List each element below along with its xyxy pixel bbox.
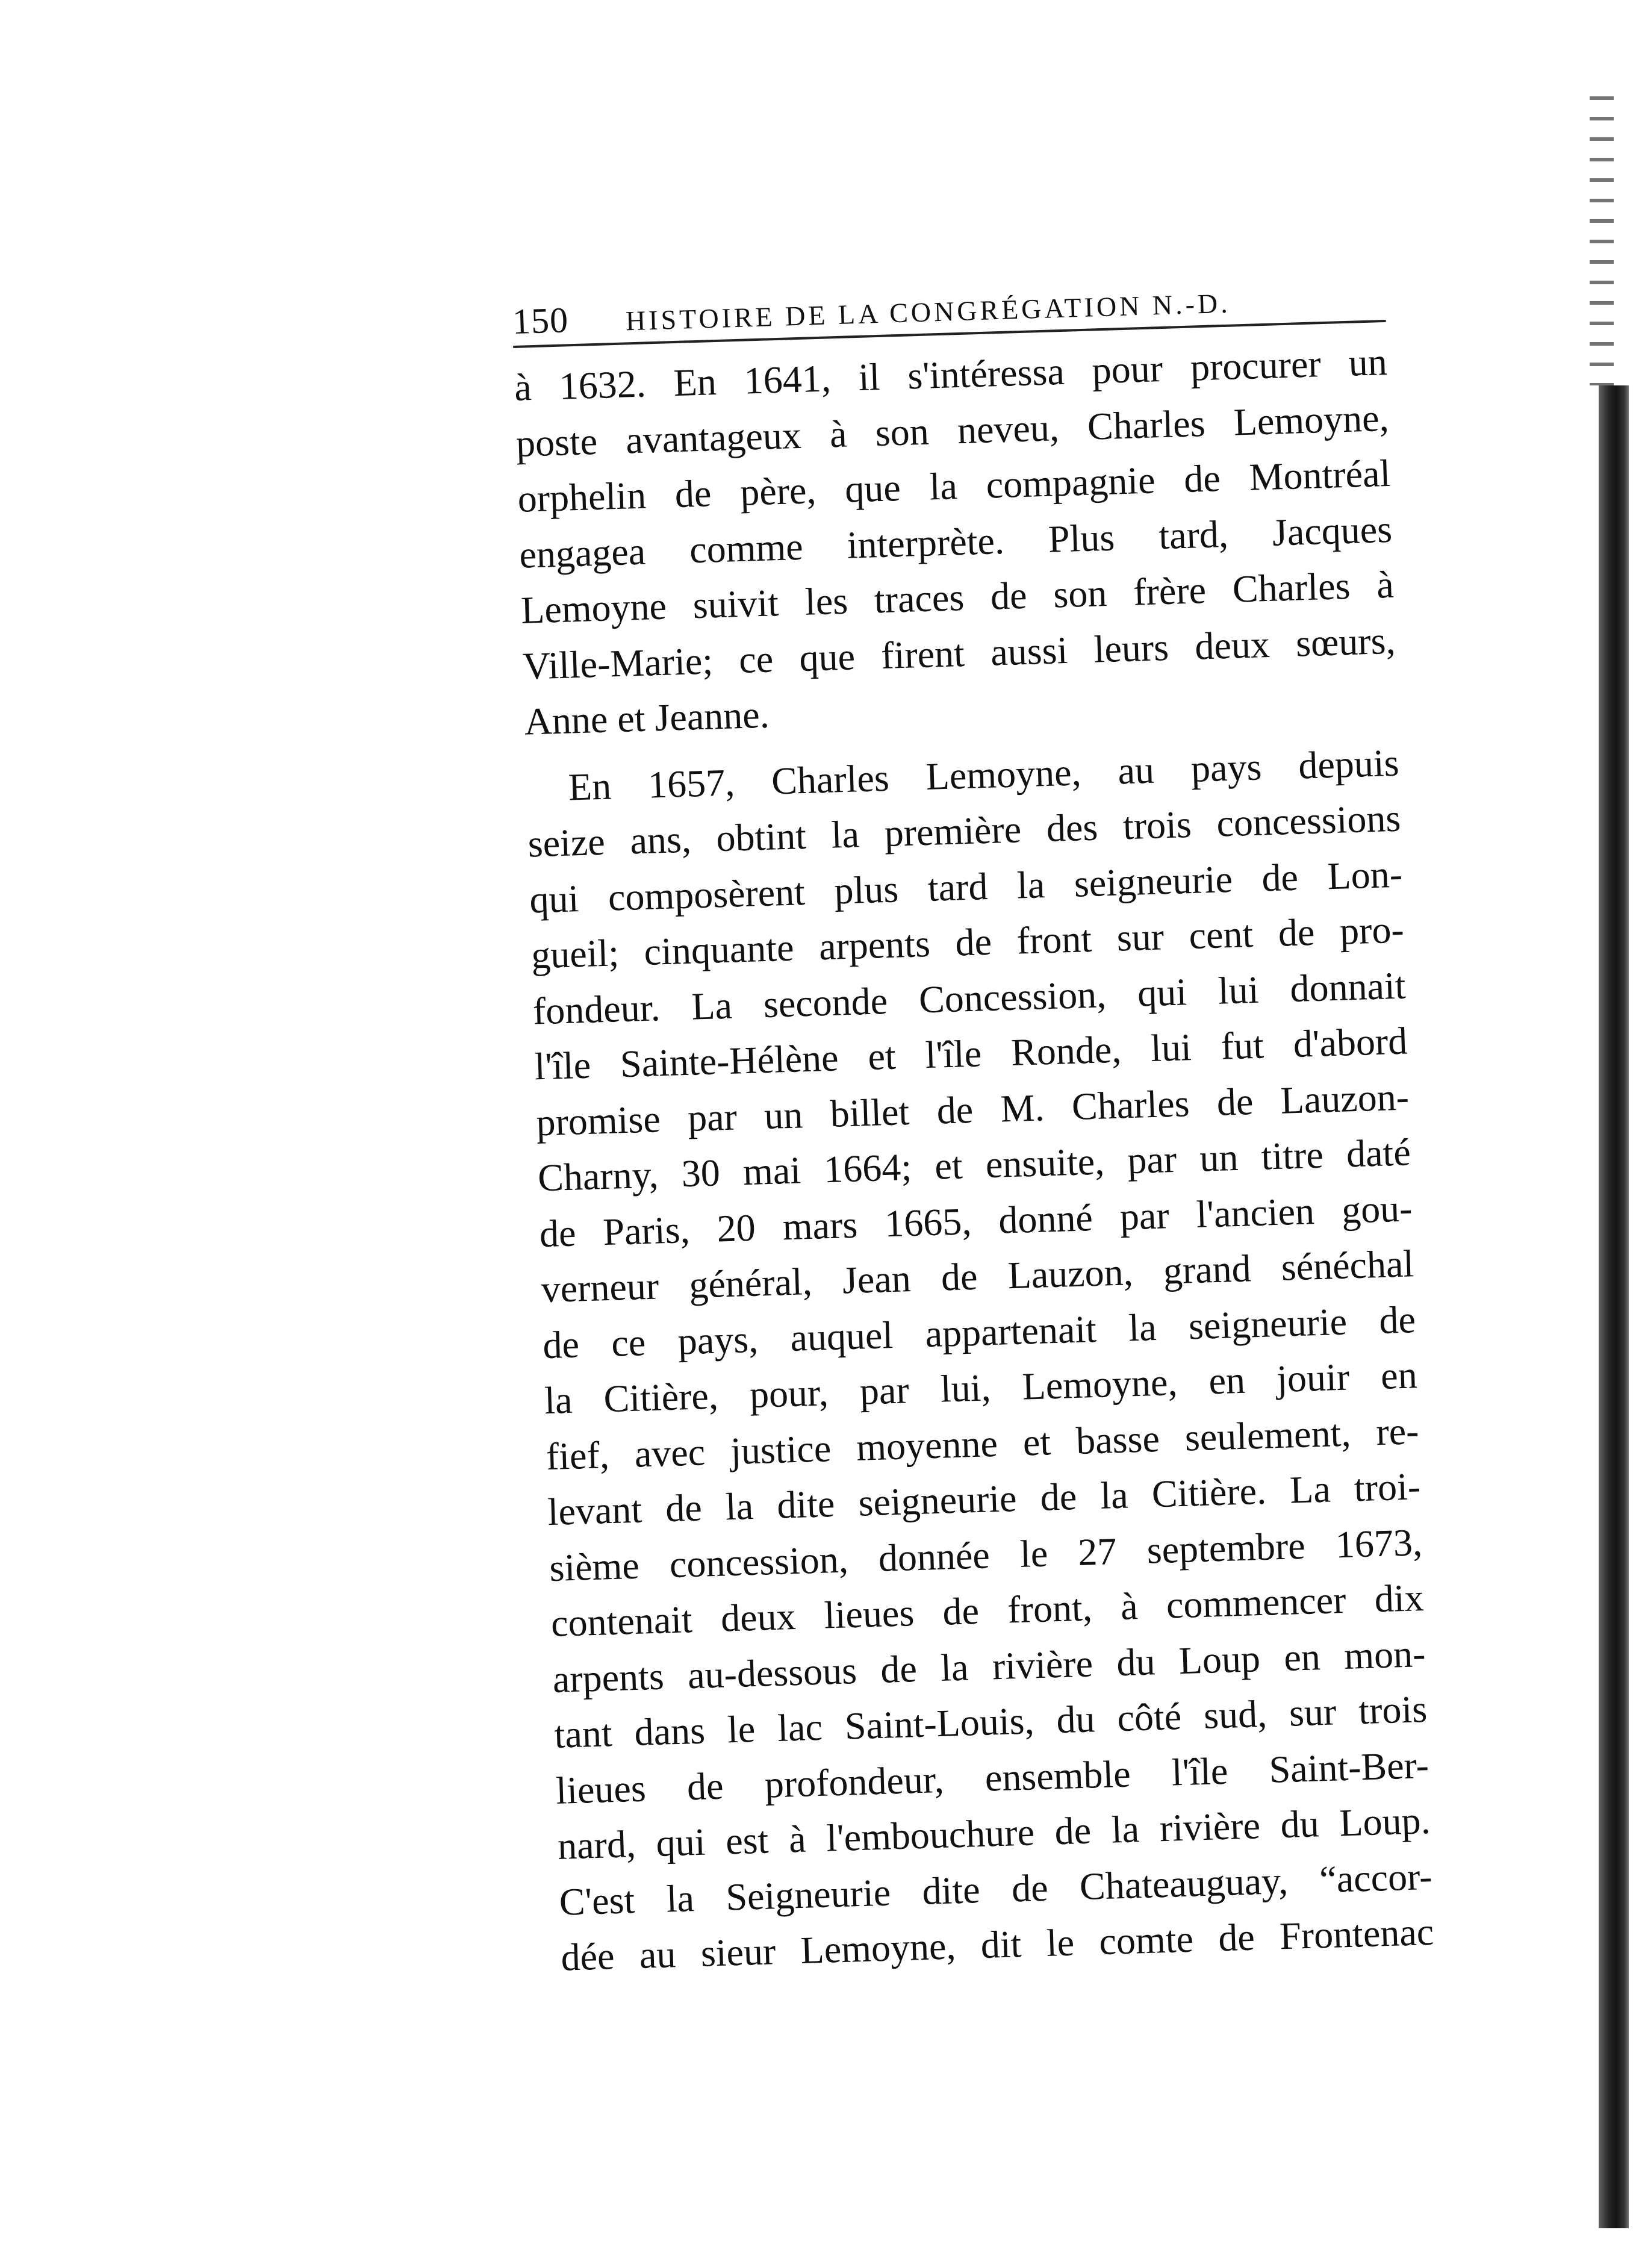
body-text bbox=[514, 334, 1434, 1986]
text-line: de ce pays, auquel appartenait la seigneurie de bbox=[542, 1297, 1416, 1366]
page-number: 150 bbox=[512, 300, 569, 341]
text-line: dée au sieur Lemoyne, dit le comte de Frontenac bbox=[560, 1910, 1435, 1979]
text-line: levant de la dite seigneurie de la Citière. La troi- bbox=[547, 1465, 1422, 1534]
text-line: nard, qui est à l'embouchure de la rivière du Loup. bbox=[557, 1798, 1431, 1868]
text-line: verneur général, Jean de Lauzon, grand sénéchal bbox=[540, 1242, 1415, 1311]
text-line: tant dans le lac Saint-Louis, du côté sud, sur trois bbox=[553, 1687, 1428, 1756]
text-line: arpents au-dessous de la rivière du Loup en mon- bbox=[552, 1631, 1426, 1701]
text-line: orphelin de père, que la compagnie de Montréal bbox=[517, 451, 1392, 520]
text-line: seize ans, obtint la première des trois concessions bbox=[527, 796, 1402, 865]
text-line: Anne et Jeanne. bbox=[523, 693, 770, 743]
running-head bbox=[512, 275, 1386, 348]
text-line: fief, avec justice moyenne et basse seulement, re- bbox=[545, 1409, 1420, 1478]
text-line: qui composèrent plus tard la seigneurie de Lon- bbox=[529, 852, 1403, 921]
text-line: fondeur. La seconde Concession, qui lui donnait bbox=[532, 963, 1407, 1032]
binding-edge bbox=[1599, 385, 1629, 2228]
text-line: sième concession, donnée le 27 septembre 1673, bbox=[549, 1520, 1423, 1589]
binding-edge-specks bbox=[1590, 96, 1614, 385]
text-line: promise par un billet de M. Charles de Lauzon- bbox=[535, 1074, 1410, 1144]
text-line: contenait deux lieues de front, à commencer dix bbox=[550, 1576, 1425, 1645]
text-block bbox=[512, 275, 1434, 1986]
text-line: poste avantageux à son neveu, Charles Lemoyne, bbox=[515, 396, 1390, 465]
text-line: la Citière, pour, par lui, Lemoyne, en jouir en bbox=[544, 1353, 1418, 1422]
paragraph-1 bbox=[514, 334, 1398, 750]
text-line: engagea comme interprète. Plus tard, Jacques bbox=[518, 507, 1393, 576]
paragraph-2 bbox=[526, 735, 1435, 1986]
text-line: Lemoyne suivit les traces de son frère Charles à bbox=[520, 562, 1395, 632]
text-line: lieues de profondeur, ensemble l'île Saint-Ber- bbox=[555, 1743, 1429, 1812]
text-line: de Paris, 20 mars 1665, donné par l'ancien gou- bbox=[538, 1186, 1413, 1255]
text-line: Charny, 30 mai 1664; et ensuite, par un titre daté bbox=[537, 1130, 1411, 1200]
text-line: Ville-Marie; ce que firent aussi leurs deux sœurs, bbox=[521, 618, 1396, 688]
text-line: C'est la Seigneurie dite de Chateauguay, “accor- bbox=[558, 1854, 1433, 1924]
text-line: à 1632. En 1641, il s'intéressa pour procurer un bbox=[514, 340, 1388, 409]
text-line: En 1657, Charles Lemoyne, au pays depuis bbox=[567, 741, 1400, 809]
text-line: l'île Sainte-Hélène et l'île Ronde, lui fut d'abord bbox=[533, 1019, 1408, 1088]
text-line: gueil; cinquante arpents de front sur cent de pro- bbox=[530, 908, 1405, 977]
running-title: HISTOIRE DE LA CONGRÉGATION N.-D. bbox=[625, 287, 1231, 337]
